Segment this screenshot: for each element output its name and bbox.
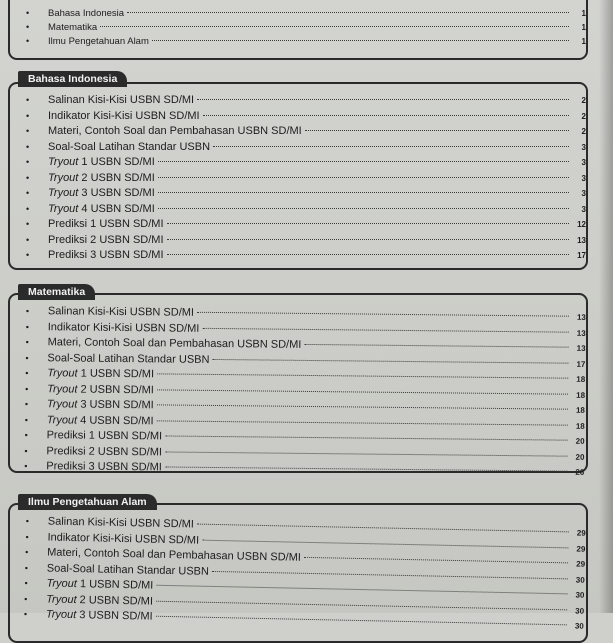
entry-italic-text: Tryout [45, 608, 77, 622]
entry-text: Prediksi 3 USBN SD/MI [46, 460, 162, 474]
leader-dots [157, 404, 568, 409]
entry-title [46, 607, 153, 625]
toc-entry [26, 233, 586, 249]
bullet-icon: • [26, 36, 30, 46]
entry-title [47, 351, 209, 368]
page-number: 29 [576, 528, 586, 538]
page-number: 29 [576, 544, 586, 554]
section-list-bahasa-indonesia [26, 93, 586, 264]
page-number: 29 [576, 559, 586, 569]
bullet-icon: • [26, 188, 30, 198]
entry-title [48, 35, 149, 49]
leader-dots [158, 177, 569, 178]
entry-title [48, 7, 124, 21]
bullet-icon: • [26, 22, 30, 32]
page-number: 1 [581, 37, 586, 46]
toc-entry [26, 34, 586, 48]
entry-text-suffix: 2 USBN SD/MI [76, 593, 154, 608]
leader-dots [197, 524, 569, 533]
toc-entry [26, 217, 586, 233]
entry-italic-text: Tryout [46, 398, 78, 411]
bullet-icon: • [24, 398, 29, 410]
toc-entry [26, 124, 586, 140]
entry-text: Prediksi 1 USBN SD/MI [48, 218, 164, 230]
page-number: 26 [575, 467, 585, 477]
section-title-ipa: Ilmu Pengetahuan Alam [18, 494, 157, 510]
page-number: 13 [576, 343, 586, 353]
page-number: 2 [581, 127, 586, 136]
bullet-icon: • [25, 336, 29, 348]
entry-text: Prediksi 2 USBN SD/MI [48, 233, 164, 246]
page-number: 30 [575, 606, 585, 616]
toc-entry [26, 93, 586, 109]
entry-title [48, 124, 302, 140]
leader-dots [165, 435, 567, 440]
entry-italic-text: Tryout [46, 413, 78, 427]
entry-title [48, 186, 155, 202]
toc-entry [26, 186, 586, 202]
entry-italic-text: Tryout [46, 577, 78, 591]
entry-text: Ilmu Pengetahuan Alam [48, 36, 149, 47]
entry-title [48, 21, 97, 35]
entry-title [48, 109, 200, 125]
entry-text-suffix: 1 USBN SD/MI [77, 367, 155, 381]
entry-title [48, 304, 194, 321]
page-number: 12 [577, 220, 586, 229]
entry-italic-text: Tryout [46, 592, 77, 606]
bullet-icon: • [26, 219, 30, 229]
bullet-icon: • [24, 562, 29, 573]
section-list-ipa [24, 514, 586, 634]
bullet-icon: • [26, 234, 30, 245]
entry-text: Soal-Soal Latihan Standar USBN [48, 140, 211, 153]
leader-dots [213, 146, 569, 147]
leader-dots [167, 254, 569, 255]
bullet-icon: • [24, 577, 28, 589]
page-number: 3 [581, 158, 586, 167]
entry-text: Prediksi 2 USBN SD/MI [46, 444, 163, 458]
bullet-icon: • [26, 8, 30, 18]
entry-text: Materi, Contoh Soal dan Pembahasan USBN SD/MI [47, 336, 302, 351]
leader-dots [202, 327, 568, 332]
entry-text: Materi, Contoh Soal dan Pembahasan USBN SD/MI [47, 546, 302, 564]
bullet-icon: • [25, 352, 29, 363]
page-edge-shadow [599, 0, 613, 613]
entry-title [48, 155, 155, 171]
leader-dots [157, 389, 568, 394]
section-title-bahasa-indonesia: Bahasa Indonesia [18, 71, 127, 87]
bullet-icon: • [24, 593, 28, 604]
leader-dots [157, 373, 568, 378]
bullet-icon: • [24, 429, 28, 441]
entry-title [47, 413, 154, 430]
page-number: 13 [577, 235, 586, 245]
toc-entry [26, 6, 586, 20]
leader-dots [100, 26, 569, 27]
page-number: 2 [581, 111, 586, 121]
bullet-icon: • [25, 305, 30, 317]
leader-dots [212, 570, 568, 578]
entry-text: Bahasa Indonesia [48, 8, 125, 19]
toc-entry [26, 248, 586, 264]
page-number: 20 [575, 436, 585, 446]
entry-italic-text: Tryout [48, 156, 79, 168]
leader-dots [165, 466, 567, 471]
entry-text-suffix: 2 USBN SD/MI [77, 383, 154, 396]
summary-list [26, 6, 586, 48]
entry-text-suffix: 2 USBN SD/MI [78, 171, 155, 184]
page-number: 13 [576, 312, 586, 322]
leader-dots [304, 344, 568, 348]
entry-text: Materi, Contoh Soal dan Pembahasan USBN SD/MI [48, 125, 302, 137]
section-title-matematika: Matematika [18, 284, 95, 300]
page-number: 20 [575, 452, 585, 462]
entry-title [48, 248, 164, 264]
toc-entry [26, 155, 586, 171]
page-number: 30 [575, 590, 585, 600]
entry-text-suffix: 3 USBN SD/MI [76, 609, 153, 623]
bullet-icon: • [26, 250, 30, 260]
page-number: 13 [576, 328, 586, 338]
entry-italic-text: Tryout [47, 382, 78, 396]
page-number: 18 [575, 405, 585, 415]
entry-text: Salinan Kisi-Kisi USBN SD/MI [47, 305, 195, 319]
bullet-icon: • [26, 172, 30, 183]
entry-text: Indikator Kisi-Kisi USBN SD/MI [48, 109, 200, 122]
entry-text: Salinan Kisi-Kisi USBN SD/MI [48, 94, 195, 106]
leader-dots [158, 192, 569, 193]
bullet-icon: • [26, 203, 30, 214]
leader-dots [127, 12, 569, 13]
bullet-icon: • [24, 414, 28, 425]
entry-title [47, 382, 154, 399]
entry-title [48, 320, 200, 337]
bullet-icon: • [26, 141, 30, 152]
entry-text-suffix: 1 USBN SD/MI [78, 156, 155, 168]
entry-text: Matematika [48, 22, 98, 33]
leader-dots [203, 115, 569, 116]
toc-entry [26, 202, 586, 218]
entry-text-suffix: 3 USBN SD/MI [78, 187, 155, 199]
bullet-icon: • [26, 157, 30, 167]
entry-title [48, 140, 210, 156]
entry-title [48, 171, 155, 187]
bullet-icon: • [26, 95, 30, 105]
leader-dots [202, 539, 568, 548]
entry-italic-text: Tryout [48, 187, 79, 199]
page-number: 30 [574, 621, 584, 631]
entry-text-suffix: 4 USBN SD/MI [78, 202, 155, 215]
entry-title [48, 202, 155, 218]
entry-text: Prediksi 1 USBN SD/MI [46, 429, 163, 443]
page-number: 17 [577, 251, 586, 260]
toc-entry [26, 171, 586, 187]
page-number: 30 [575, 575, 585, 585]
leader-dots [157, 420, 568, 425]
bullet-icon: • [25, 531, 29, 542]
bullet-icon: • [25, 367, 29, 379]
entry-text-suffix: 4 USBN SD/MI [77, 414, 154, 427]
bullet-icon: • [25, 321, 29, 332]
page-number: 18 [576, 390, 586, 400]
leader-dots [167, 239, 569, 240]
page-number: 2 [581, 96, 586, 105]
bullet-icon: • [25, 546, 29, 558]
entry-italic-text: Tryout [48, 202, 79, 215]
entry-title [46, 459, 162, 476]
page-number: 3 [581, 204, 586, 214]
leader-dots [156, 600, 567, 610]
leader-dots [197, 99, 569, 100]
bullet-icon: • [24, 445, 28, 456]
entry-title [46, 444, 162, 461]
bullet-icon: • [25, 515, 30, 527]
page-number: 17 [576, 359, 586, 369]
bullet-icon: • [25, 383, 29, 394]
entry-text: Soal-Soal Latihan Standar USBN [47, 351, 210, 366]
leader-dots [158, 161, 569, 162]
leader-dots [304, 557, 568, 564]
leader-dots [212, 358, 568, 363]
entry-text-suffix: 3 USBN SD/MI [77, 398, 154, 412]
entry-text-suffix: 1 USBN SD/MI [76, 578, 154, 592]
bullet-icon: • [26, 126, 30, 136]
entry-title [47, 397, 154, 414]
leader-dots [156, 585, 567, 595]
entry-text: Indikator Kisi-Kisi USBN SD/MI [47, 530, 200, 547]
bullet-icon: • [26, 110, 30, 121]
page-number: 3 [581, 173, 586, 183]
entry-title [48, 233, 164, 249]
entry-title [48, 217, 164, 233]
entry-italic-text: Tryout [48, 171, 79, 184]
toc-entry [26, 109, 586, 125]
entry-title [47, 428, 163, 445]
entry-title [47, 366, 154, 383]
leader-dots [156, 616, 567, 626]
leader-dots [165, 451, 567, 456]
leader-dots [197, 312, 569, 317]
entry-title [48, 93, 194, 109]
entry-text: Indikator Kisi-Kisi USBN SD/MI [47, 320, 200, 335]
entry-text: Prediksi 3 USBN SD/MI [48, 249, 164, 261]
page-number: 18 [576, 374, 586, 384]
page-number: 3 [581, 189, 586, 198]
leader-dots [152, 40, 569, 41]
entry-text: Salinan Kisi-Kisi USBN SD/MI [47, 515, 195, 531]
page-number: 18 [575, 421, 585, 431]
section-list-matematika [24, 304, 586, 480]
bullet-icon: • [24, 460, 28, 472]
page-number: 1 [581, 23, 586, 32]
bullet-icon: • [23, 608, 28, 620]
entry-text: Soal-Soal Latihan Standar USBN [46, 561, 210, 578]
leader-dots [305, 130, 569, 131]
toc-entry [26, 140, 586, 156]
leader-dots [158, 208, 569, 209]
toc-entry [26, 20, 586, 34]
page-number: 1 [581, 9, 586, 18]
page-number: 3 [581, 142, 586, 152]
leader-dots [167, 223, 569, 224]
entry-italic-text: Tryout [47, 367, 78, 380]
